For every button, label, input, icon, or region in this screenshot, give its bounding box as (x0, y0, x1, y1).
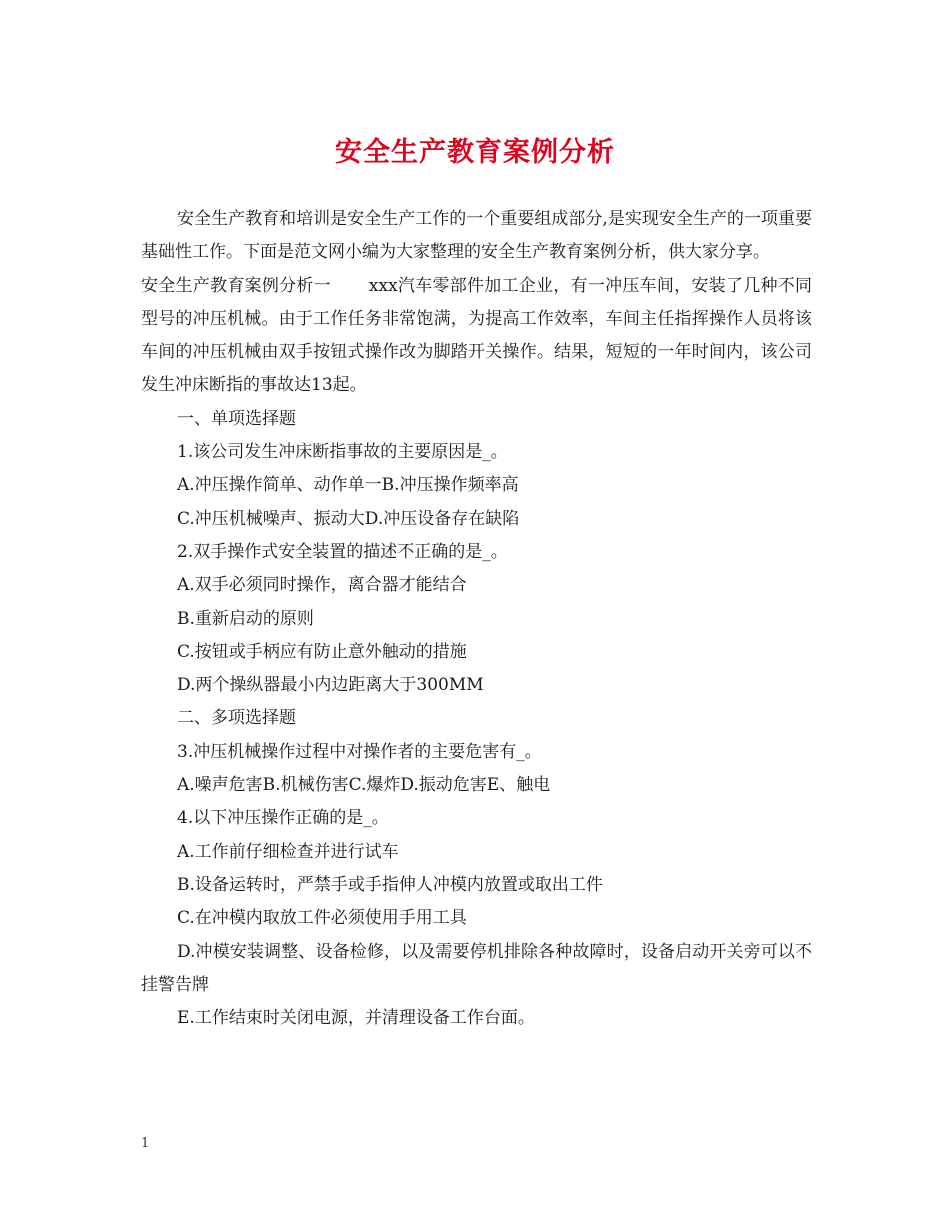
question-2: 2.双手操作式安全装置的描述不正确的是_。 (177, 541, 508, 562)
question-1-options-ab: A.冲压操作简单、动作单一B.冲压操作频率高 (177, 475, 519, 496)
question-2-option-a: A.双手必须同时操作，离合器才能结合 (177, 575, 467, 596)
question-2-option-b: B.重新启动的原则 (177, 608, 314, 629)
page-title: 安全生产教育案例分析 (335, 137, 615, 168)
question-4-option-c: C.在冲模内取放工件必须使用手用工具 (177, 908, 467, 929)
question-4-option-d: D.冲模安装调整、设备检修，以及需要停机排除各种故障时，设备启动开关旁可以不挂警告牌 (141, 941, 812, 995)
question-3: 3.冲压机械操作过程中对操作者的主要危害有_。 (177, 741, 542, 762)
question-4-option-b: B.设备运转时，严禁手或手指伸人冲模内放置或取出工件 (177, 874, 603, 895)
case-paragraph (141, 270, 812, 403)
question-1-options-cd: C.冲压机械噪声、振动大D.冲压设备存在缺陷 (177, 508, 520, 529)
intro-paragraph: 安全生产教育和培训是安全生产工作的一个重要组成部分,是实现安全生产的一项重要基础性工作。下面是范文网小编为大家整理的安全生产教育案例分析，供大家分享。 (141, 209, 812, 263)
question-1: 1.该公司发生冲床断指事故的主要原因是_。 (177, 442, 508, 463)
question-4: 4.以下冲压操作正确的是_。 (177, 808, 389, 829)
section-heading-multiple-choice: 二、多项选择题 (177, 708, 296, 729)
question-2-option-d: D.两个操纵器最小内边距离大于300MM (177, 675, 484, 696)
question-4-option-e: E.工作结束时关闭电源，并清理设备工作台面。 (177, 1008, 535, 1029)
question-4-option-a: A.工作前仔细检查并进行试车 (177, 841, 399, 862)
page-number: 1 (141, 1136, 150, 1151)
case-text: xxx汽车零部件加工企业，有一冲压车间，安装了几种不同型号的冲压机械。由于工作任务非常饱满，为提高工作效率，车间主任指挥操作人员将该车间的冲压机械由双手按钮式操作改为脚踏开关操作。结果，短短的一年时间内，该公司发生冲床断指的事故达13起。 (141, 275, 812, 396)
section-heading-single-choice: 一、单项选择题 (177, 408, 296, 429)
question-3-options: A.噪声危害B.机械伤害C.爆炸D.振动危害E、触电 (177, 775, 551, 796)
document-body (141, 203, 812, 1035)
question-2-option-c: C.按钮或手柄应有防止意外触动的措施 (177, 641, 467, 662)
case-heading: 安全生产教育案例分析一 (141, 275, 331, 296)
